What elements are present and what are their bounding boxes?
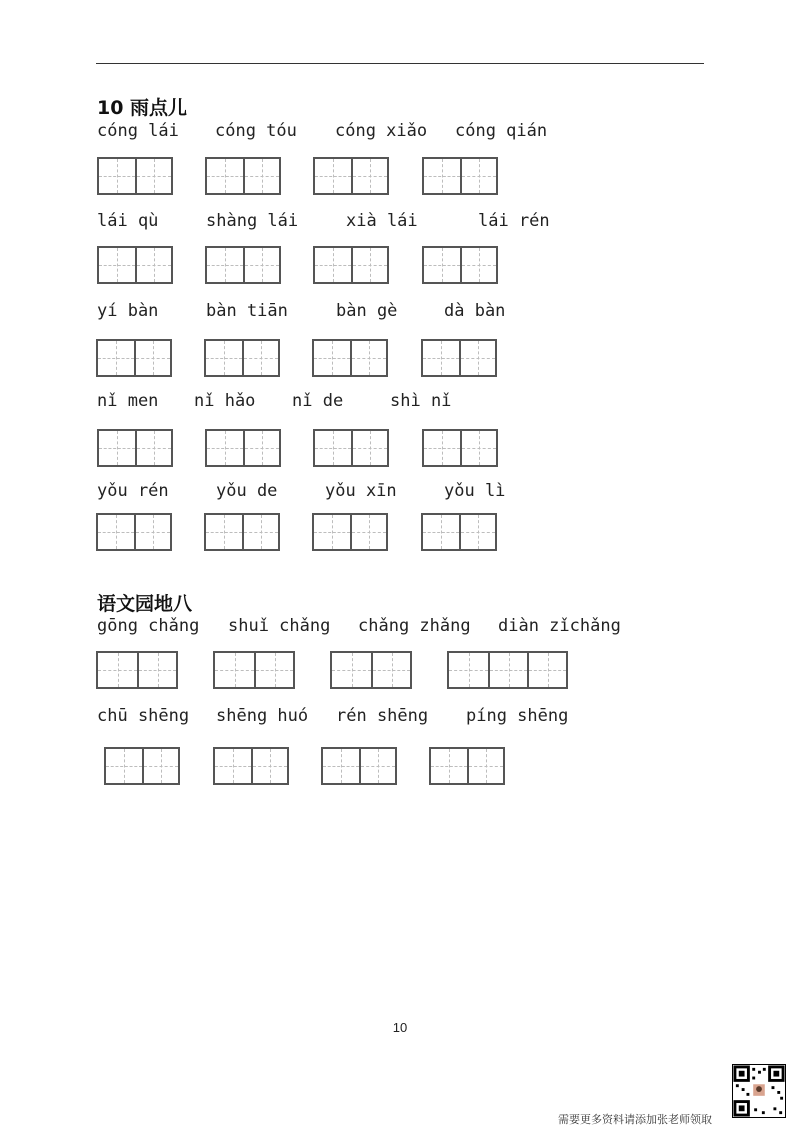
writing-grid[interactable] (422, 246, 498, 284)
writing-grid[interactable] (104, 747, 180, 785)
pinyin-label: gōng chǎng (97, 616, 200, 636)
writing-grid[interactable] (205, 246, 281, 284)
writing-grid[interactable] (422, 157, 498, 195)
writing-grid[interactable] (97, 157, 173, 195)
pinyin-label: dà bàn (444, 301, 506, 321)
writing-grid[interactable] (205, 157, 281, 195)
pinyin-label: yǒu lì (444, 481, 506, 501)
pinyin-label: shēng huó (216, 706, 309, 726)
writing-grid-three-char[interactable] (447, 651, 568, 689)
pinyin-label: rén shēng (336, 706, 429, 726)
pinyin-label: lái rén (478, 211, 550, 231)
writing-grid[interactable] (422, 429, 498, 467)
writing-grid[interactable] (96, 339, 172, 377)
page-number: 10 (392, 1020, 408, 1035)
writing-grid[interactable] (421, 513, 497, 551)
pinyin-label: cóng tóu (215, 121, 297, 141)
pinyin-label: nǐ men (97, 391, 159, 411)
pinyin-label: nǐ de (292, 391, 344, 411)
writing-grid[interactable] (313, 157, 389, 195)
header-rule (96, 63, 704, 64)
pinyin-label: yǒu xīn (325, 481, 397, 501)
pinyin-label: yǒu de (216, 481, 278, 501)
writing-grid[interactable] (213, 651, 295, 689)
pinyin-label: shì nǐ (390, 391, 452, 411)
pinyin-label: píng shēng (466, 706, 569, 726)
qr-code-icon (732, 1064, 786, 1118)
pinyin-label: nǐ hǎo (194, 391, 256, 411)
pinyin-label: cóng xiǎo (335, 121, 428, 141)
writing-grid[interactable] (313, 429, 389, 467)
writing-grid[interactable] (204, 339, 280, 377)
writing-grid[interactable] (96, 513, 172, 551)
section-title-lesson-10: 10 雨点儿 (97, 97, 188, 119)
pinyin-label: cóng lái (97, 121, 179, 141)
writing-grid[interactable] (313, 246, 389, 284)
writing-grid[interactable] (312, 513, 388, 551)
pinyin-label: bàn gè (336, 301, 398, 321)
writing-grid[interactable] (204, 513, 280, 551)
pinyin-label: diàn zǐchǎng (498, 616, 621, 636)
pinyin-label: bàn tiān (206, 301, 288, 321)
writing-grid[interactable] (330, 651, 412, 689)
writing-grid[interactable] (97, 429, 173, 467)
writing-grid[interactable] (213, 747, 289, 785)
writing-grid[interactable] (321, 747, 397, 785)
writing-grid[interactable] (421, 339, 497, 377)
writing-grid[interactable] (429, 747, 505, 785)
pinyin-label: chū shēng (97, 706, 190, 726)
pinyin-label: cóng qián (455, 121, 548, 141)
section-title-garden-8: 语文园地八 (97, 593, 193, 615)
writing-grid[interactable] (205, 429, 281, 467)
pinyin-label: chǎng zhǎng (358, 616, 471, 636)
pinyin-label: yí bàn (97, 301, 159, 321)
pinyin-label: yǒu rén (97, 481, 169, 501)
pinyin-label: lái qù (97, 211, 159, 231)
footer-note: 需要更多资料请添加张老师领取 (558, 1113, 712, 1126)
pinyin-label: shuǐ chǎng (228, 616, 331, 636)
writing-grid[interactable] (312, 339, 388, 377)
writing-grid[interactable] (96, 651, 178, 689)
pinyin-label: shàng lái (206, 211, 299, 231)
writing-grid[interactable] (97, 246, 173, 284)
pinyin-label: xià lái (346, 211, 418, 231)
